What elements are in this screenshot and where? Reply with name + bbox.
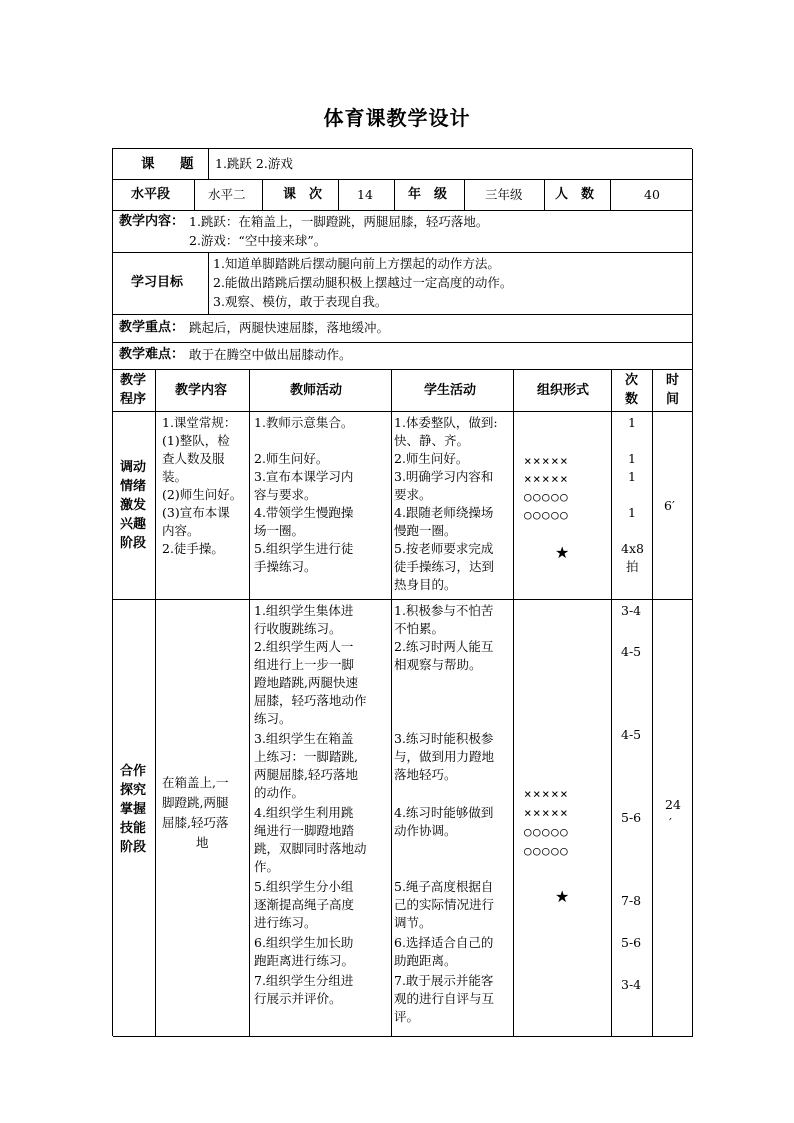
header-content-label: 教学内容 xyxy=(175,383,228,398)
teaching-content-line1: 1.跳跃：在箱盖上，一脚蹬跳，两腿屈膝，轻巧落地。 xyxy=(189,214,489,229)
formation-row-cross: ××××× xyxy=(524,471,570,486)
stage2-times-cell xyxy=(612,600,653,1037)
stage1-times-value: 1 xyxy=(628,505,636,520)
stage2-teacher-line: 6.组织学生加长助 xyxy=(254,935,354,950)
stage2-teacher-line: 组进行上一步一脚 xyxy=(254,657,355,672)
stage1-student-cell xyxy=(392,412,514,600)
goals-label-cell xyxy=(113,253,209,315)
count-label-cell xyxy=(545,180,611,211)
stage1-teacher-cell xyxy=(250,412,392,600)
teacher-star-icon: ★ xyxy=(555,543,570,562)
formation-row-cross: ××××× xyxy=(524,805,570,820)
stage1-student-line: 3.明确学习内容和 xyxy=(394,469,494,484)
topic-label-cell xyxy=(113,149,209,180)
stage1-teacher-line: 2.师生问好。 xyxy=(254,451,329,466)
stage2-duration-cell xyxy=(653,600,693,1037)
stage1-teacher-line: 3.宣布本课学习内 xyxy=(254,469,354,484)
formation-row-circle: ○○○○○ xyxy=(524,489,570,504)
topic-value-cell xyxy=(209,149,693,180)
stage2-content-line: 在箱盖上,一 xyxy=(162,775,229,790)
stage1-formation-cell xyxy=(514,412,612,600)
grade-label-cell xyxy=(395,180,465,211)
header-procedure-line: 教学 xyxy=(120,373,147,388)
stage2-teacher-line: 2.组织学生两人一 xyxy=(254,639,354,654)
stage1-student-line: 徒手操练习，达到 xyxy=(394,559,495,574)
stage1-student-line: 5.按老师要求完成 xyxy=(394,541,494,556)
stage2-times-value: 4-5 xyxy=(621,727,642,742)
header-teacher xyxy=(250,370,392,412)
lesson-value: 14 xyxy=(357,187,373,202)
stage2-student-line: 调节。 xyxy=(394,915,432,930)
stage2-teacher-line: 进行练习。 xyxy=(254,915,317,930)
header-duration-line: 时 xyxy=(666,373,680,388)
stage2-teacher-line: 的动作。 xyxy=(254,785,305,800)
stage2-teacher-line: 1.组织学生集体进 xyxy=(254,603,354,618)
stage2-student-line: 评。 xyxy=(394,1009,420,1024)
stage2-teacher-line: 练习。 xyxy=(254,711,292,726)
formation-row-cross: ××××× xyxy=(524,453,570,468)
stage2-teacher-line: 4.组织学生利用跳 xyxy=(254,805,354,820)
stage2-teacher-line: 3.组织学生在箱盖 xyxy=(254,731,354,746)
stage2-times-value: 5-6 xyxy=(621,810,642,825)
stage2-times-value: 5-6 xyxy=(621,935,642,950)
stage1-content-line: (2)师生问好。 xyxy=(162,487,243,502)
level-label-cell xyxy=(113,180,195,211)
goal-item: 2.能做出踏跳后摆动腿积极上摆越过一定高度的动作。 xyxy=(213,275,513,290)
stage1-times-cell xyxy=(612,412,653,600)
stage2-name-line: 技能 xyxy=(120,821,147,836)
topic-value: 1.跳跃 2.游戏 xyxy=(215,156,293,171)
header-organization-label: 组织形式 xyxy=(537,383,590,398)
stage1-student-line: 4.跟随老师绕操场 xyxy=(394,505,494,520)
stage1-times-value: 4x8 xyxy=(621,541,644,556)
stage2-content-cell xyxy=(156,600,250,1037)
stage1-student-line: 1.体委整队，做到: xyxy=(394,415,498,430)
stage2-times-value: 3-4 xyxy=(621,603,642,618)
key-point-label: 教学重点： xyxy=(119,320,185,335)
header-procedure xyxy=(113,370,156,412)
stage2-student-line: 动作协调。 xyxy=(394,823,457,838)
stage1-teacher-line: 5.组织学生进行徒 xyxy=(254,541,354,556)
stage2-teacher-line: 行收腹跳练习。 xyxy=(254,621,342,636)
stage1-name-line: 情绪 xyxy=(120,479,147,494)
stage2-student-line: 观的进行自评与互 xyxy=(394,991,495,1006)
stage2-times-value: 3-4 xyxy=(621,977,642,992)
goal-item: 3.观察、模仿，敢于表现自我。 xyxy=(213,294,388,309)
lesson-label: 课 次 xyxy=(283,187,323,202)
stage1-content-cell xyxy=(156,412,250,600)
key-point-cell xyxy=(113,315,693,343)
grade-label: 年 级 xyxy=(408,187,448,202)
formation-row-circle: ○○○○○ xyxy=(524,843,570,858)
header-times-line: 数 xyxy=(625,392,639,407)
goals-cell xyxy=(209,253,693,315)
stage1-times-value: 1 xyxy=(628,451,636,466)
header-duration-line: 间 xyxy=(666,392,680,407)
stage1-times-value: 拍 xyxy=(626,559,639,574)
stage2-student-line: 2.练习时两人能互 xyxy=(394,639,494,654)
stage1-duration-value: 6′ xyxy=(664,498,675,513)
teaching-content-label: 教学内容： xyxy=(119,214,185,229)
lesson-label-cell xyxy=(263,180,339,211)
stage2-student-cell xyxy=(392,600,514,1037)
stage1-content-line: 1.课堂常规： xyxy=(162,415,237,430)
stage1-teacher-line: 1.教师示意集合。 xyxy=(254,415,354,430)
stage2-student-line: 4.练习时能够做到 xyxy=(394,805,494,820)
stage2-name-cell xyxy=(113,600,156,1037)
stage1-times-value: 1 xyxy=(628,469,636,484)
level-value-cell xyxy=(195,180,263,211)
formation-row-cross: ××××× xyxy=(524,786,570,801)
stage2-teacher-line: 作。 xyxy=(254,859,280,874)
stage1-content-line: 2.徒手操。 xyxy=(162,541,224,556)
grade-value-cell xyxy=(465,180,545,211)
stage2-teacher-line: 5.组织学生分小组 xyxy=(254,879,354,894)
goals-label: 学习目标 xyxy=(131,275,184,290)
stage2-name-line: 掌握 xyxy=(120,802,147,817)
stage2-student-line: 5.绳子高度根据自 xyxy=(394,879,494,894)
stage2-teacher-line: 绳进行一脚蹬地踏 xyxy=(254,823,355,838)
stage1-name-line: 调动 xyxy=(120,460,147,475)
stage1-teacher-line: 容与要求。 xyxy=(254,487,317,502)
stage2-times-value: 4-5 xyxy=(621,644,642,659)
stage1-duration-cell xyxy=(653,412,693,600)
stage1-content-line: (3)宣布本课 xyxy=(162,505,230,520)
header-content xyxy=(156,370,250,412)
teacher-star-icon: ★ xyxy=(555,887,570,906)
stage2-student-line: 己的实际情况进行 xyxy=(394,897,495,912)
key-point-text: 跳起后，两腿快速屈膝，落地缓冲。 xyxy=(189,320,390,335)
goal-item: 1.知道单脚踏跳后摆动腿向前上方摆起的动作方法。 xyxy=(213,256,500,271)
stage2-student-line: 不怕累。 xyxy=(394,621,445,636)
stage1-teacher-line: 手操练习。 xyxy=(254,559,317,574)
header-times xyxy=(612,370,653,412)
stage1-content-line: 查人数及服 xyxy=(162,451,225,466)
header-student-label: 学生活动 xyxy=(424,383,477,398)
stage2-duration-value: 24 xyxy=(665,797,681,812)
stage1-times-value: 1 xyxy=(628,415,636,430)
stage2-content-line: 地 xyxy=(196,835,209,850)
header-duration xyxy=(653,370,693,412)
stage2-student-line: 落地轻巧。 xyxy=(394,767,457,782)
stage1-teacher-line: 4.带领学生慢跑操 xyxy=(254,505,354,520)
stage1-name-line: 激发 xyxy=(120,498,147,513)
stage1-student-line: 快、静、齐。 xyxy=(394,433,470,448)
header-student xyxy=(392,370,514,412)
difficulty-label: 教学难点： xyxy=(119,347,185,362)
level-value: 水平二 xyxy=(208,187,246,202)
lesson-plan-table xyxy=(112,148,692,1036)
stage1-name-line: 兴趣 xyxy=(120,517,147,532)
stage2-teacher-line: 两腿屈膝,轻巧落地 xyxy=(254,767,358,782)
stage1-content-line: (1)整队，检 xyxy=(162,433,230,448)
stage1-name-line: 阶段 xyxy=(120,536,147,551)
stage2-student-line: 助跑距离。 xyxy=(394,953,457,968)
teaching-content-cell xyxy=(113,211,693,253)
stage1-content-line: 内容。 xyxy=(162,523,200,538)
stage2-student-line: 相观察与帮助。 xyxy=(394,657,482,672)
stage2-content-line: 脚蹬跳,两腿 xyxy=(162,795,229,810)
stage2-student-line: 1.积极参与不怕苦 xyxy=(394,603,494,618)
stage2-student-line: 6.选择适合自己的 xyxy=(394,935,494,950)
stage2-teacher-line: 蹬地踏跳,两腿快速 xyxy=(254,675,358,690)
stage1-content-line: 装。 xyxy=(162,469,188,484)
header-procedure-line: 程序 xyxy=(120,392,147,407)
lesson-value-cell xyxy=(339,180,395,211)
stage1-student-line: 2.师生问好。 xyxy=(394,451,469,466)
stage2-name-line: 探究 xyxy=(120,783,147,798)
stage2-student-line: 7.敢于展示并能客 xyxy=(394,973,494,988)
stage2-student-line: 3.练习时能积极参 xyxy=(394,731,494,746)
stage2-teacher-line: 行展示并评价。 xyxy=(254,991,342,1006)
count-value: 40 xyxy=(644,187,660,202)
stage1-student-line: 慢跑一圈。 xyxy=(394,523,457,538)
stage1-student-line: 要求。 xyxy=(394,487,432,502)
stage2-teacher-line: 跳，双脚同时落地动 xyxy=(254,841,367,856)
stage2-teacher-line: 上练习：一脚踏跳, xyxy=(254,749,358,764)
stage2-duration-value: ′ xyxy=(669,815,672,830)
difficulty-cell xyxy=(113,343,693,370)
header-organization xyxy=(514,370,612,412)
formation-row-circle: ○○○○○ xyxy=(524,507,570,522)
stage1-teacher-line: 场一圈。 xyxy=(254,523,305,538)
topic-label: 课 题 xyxy=(141,156,200,172)
stage2-student-line: 与，做到用力蹬地 xyxy=(394,749,495,764)
count-label: 人 数 xyxy=(555,187,595,202)
stage2-teacher-line: 7.组织学生分组进 xyxy=(254,973,354,988)
stage2-teacher-line: 屈膝，轻巧落地动作 xyxy=(254,693,367,708)
stage2-formation-cell xyxy=(514,600,612,1037)
stage2-times-value: 7-8 xyxy=(621,893,642,908)
stage2-name-line: 阶段 xyxy=(120,840,147,855)
difficulty-text: 敢于在腾空中做出屈膝动作。 xyxy=(189,347,352,362)
stage2-teacher-line: 逐渐提高绳子高度 xyxy=(254,897,355,912)
stage2-content-line: 屈膝,轻巧落 xyxy=(162,815,229,830)
formation-row-circle: ○○○○○ xyxy=(524,824,570,839)
teaching-content-line2: 2.游戏：“空中接来球”。 xyxy=(189,233,327,248)
stage2-teacher-cell xyxy=(250,600,392,1037)
stage2-name-line: 合作 xyxy=(120,764,147,779)
header-times-line: 次 xyxy=(625,373,639,388)
stage1-student-line: 热身目的。 xyxy=(394,577,457,592)
stage2-teacher-line: 跑距离进行练习。 xyxy=(254,953,355,968)
page-title: 体育课教学设计 xyxy=(323,106,471,130)
count-value-cell xyxy=(611,180,693,211)
level-label: 水平段 xyxy=(131,187,171,202)
header-teacher-label: 教师活动 xyxy=(290,383,343,398)
stage1-name-cell xyxy=(113,412,156,600)
grade-value: 三年级 xyxy=(485,187,523,202)
